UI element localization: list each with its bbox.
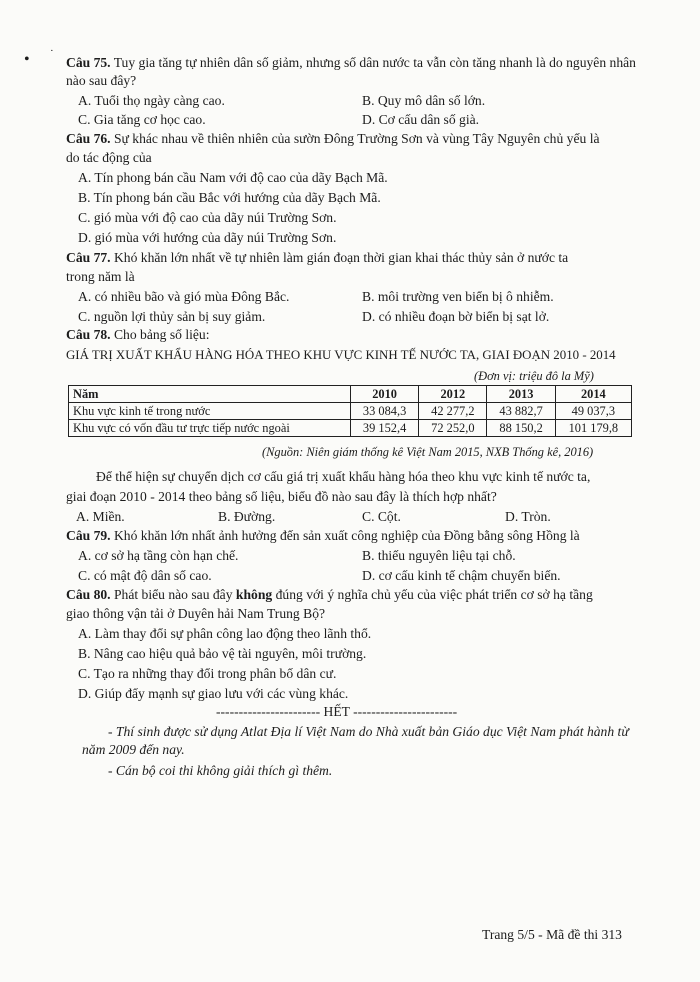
question-76-option-b: B. Tín phong bán cầu Bắc với hướng của dãy Bạch Mã. bbox=[78, 190, 381, 205]
table-header-2014: 2014 bbox=[555, 386, 631, 403]
table-cell: 39 152,4 bbox=[351, 420, 419, 437]
question-77-line1 bbox=[66, 249, 568, 267]
question-80-text-post: đúng với ý nghĩa chủ yếu của việc phát triển cơ sở hạ tầng bbox=[272, 587, 593, 602]
question-77-number: Câu 77. bbox=[66, 250, 111, 265]
question-79-option-a: A. cơ sở hạ tầng còn hạn chế. bbox=[78, 548, 239, 563]
table-header-row bbox=[69, 386, 632, 403]
table-row bbox=[69, 403, 632, 420]
table-cell: 42 277,2 bbox=[419, 403, 487, 420]
question-75-option-a: A. Tuổi thọ ngày càng cao. bbox=[78, 93, 225, 108]
question-78-option-b: B. Đường. bbox=[218, 509, 276, 524]
question-78-line3: Để thể hiện sự chuyển dịch cơ cấu giá trị xuất khẩu hàng hóa theo khu vực kinh tế nước ta, bbox=[96, 469, 591, 484]
scan-dot-mark: • bbox=[24, 51, 30, 68]
table-cell: 88 150,2 bbox=[487, 420, 555, 437]
question-80-option-b: B. Nâng cao hiệu quả bảo vệ tài nguyên, môi trường. bbox=[78, 646, 367, 661]
question-75-option-c: C. Gia tăng cơ học cao. bbox=[78, 112, 206, 127]
table-cell: 49 037,3 bbox=[555, 403, 631, 420]
table-row-label: Khu vực có vốn đầu tư trực tiếp nước ngoài bbox=[69, 420, 351, 437]
question-75-option-b: B. Quy mô dân số lớn. bbox=[362, 93, 486, 108]
table-cell: 101 179,8 bbox=[555, 420, 631, 437]
table-cell: 33 084,3 bbox=[351, 403, 419, 420]
table-source: (Nguồn: Niên giám thống kê Việt Nam 2015, NXB Thống kê, 2016) bbox=[262, 445, 594, 459]
question-79-text: Khó khăn lớn nhất ảnh hưởng đến sản xuất công nghiệp của Đồng bằng sông Hồng là bbox=[110, 528, 580, 543]
question-77-text: Khó khăn lớn nhất về tự nhiên làm gián đoạn thời gian khai thác thủy sản ở nước ta bbox=[110, 250, 569, 265]
question-76-option-c: C. gió mùa với độ cao của dãy núi Trường Sơn. bbox=[78, 210, 337, 225]
end-marker: ----------------------- HẾT ----------------------- bbox=[216, 704, 458, 719]
question-80-option-c: C. Tạo ra những thay đổi trong phân bố dân cư. bbox=[78, 666, 337, 681]
export-value-table bbox=[68, 385, 632, 437]
question-75-line2: nào sau đây? bbox=[66, 73, 137, 88]
question-80-line1 bbox=[66, 586, 593, 604]
page-footer: Trang 5/5 - Mã đề thi 313 bbox=[482, 927, 622, 942]
question-75-number: Câu 75. bbox=[66, 55, 111, 70]
scan-dot-mark-small: · bbox=[50, 45, 54, 57]
note-atlat-line2: năm 2009 đến nay. bbox=[82, 742, 185, 757]
question-78-option-c: C. Cột. bbox=[362, 509, 401, 524]
question-77-option-b: B. môi trường ven biển bị ô nhiễm. bbox=[362, 289, 554, 304]
question-76-line1 bbox=[66, 130, 600, 148]
question-75-line1 bbox=[66, 54, 636, 72]
table-header-2013: 2013 bbox=[487, 386, 555, 403]
table-row bbox=[69, 420, 632, 437]
question-80-text-pre: Phát biểu nào sau đây bbox=[110, 587, 236, 602]
question-79-option-b: B. thiếu nguyên liệu tại chỗ. bbox=[362, 548, 516, 563]
question-75-option-d: D. Cơ cấu dân số già. bbox=[362, 112, 480, 127]
table-header-year-label: Năm bbox=[69, 386, 351, 403]
question-79-number: Câu 79. bbox=[66, 528, 111, 543]
question-78-option-d: D. Tròn. bbox=[505, 509, 551, 524]
question-79-line1 bbox=[66, 527, 580, 545]
question-80-line2: giao thông vận tải ở Duyên hải Nam Trung Bộ? bbox=[66, 606, 326, 621]
table-unit: (Đơn vị: triệu đô la Mỹ) bbox=[474, 369, 594, 383]
table-cell: 43 882,7 bbox=[487, 403, 555, 420]
question-80-number: Câu 80. bbox=[66, 587, 111, 602]
question-77-option-a: A. có nhiều bão và gió mùa Đông Bắc. bbox=[78, 289, 290, 304]
note-proctor: - Cán bộ coi thi không giải thích gì thêm. bbox=[108, 763, 333, 778]
question-79-option-c: C. có mật độ dân số cao. bbox=[78, 568, 212, 583]
question-79-option-d: D. cơ cấu kinh tế chậm chuyển biến. bbox=[362, 568, 561, 583]
question-78-line4: giai đoạn 2010 - 2014 theo bảng số liệu, biểu đồ nào sau đây là thích hợp nhất? bbox=[66, 489, 497, 504]
question-78-number: Câu 78. bbox=[66, 327, 111, 342]
question-76-number: Câu 76. bbox=[66, 131, 111, 146]
table-cell: 72 252,0 bbox=[419, 420, 487, 437]
question-77-line2: trong năm là bbox=[66, 269, 135, 284]
question-80-option-d: D. Giúp đẩy mạnh sự giao lưu với các vùng khác. bbox=[78, 686, 349, 701]
question-77-option-c: C. nguồn lợi thủy sản bị suy giảm. bbox=[78, 309, 266, 324]
question-76-option-a: A. Tín phong bán cầu Nam với độ cao của dãy Bạch Mã. bbox=[78, 170, 388, 185]
question-75-text: Tuy gia tăng tự nhiên dân số giảm, nhưng số dân nước ta vẫn còn tăng nhanh là do nguyên nhân bbox=[110, 55, 636, 70]
question-76-option-d: D. gió mùa với hướng của dãy núi Trường Sơn. bbox=[78, 230, 337, 245]
table-title: GIÁ TRỊ XUẤT KHẨU HÀNG HÓA THEO KHU VỰC KINH TẾ NƯỚC TA, GIAI ĐOẠN 2010 - 2014 bbox=[66, 348, 616, 362]
table-row-label: Khu vực kinh tế trong nước bbox=[69, 403, 351, 420]
question-76-line2: do tác động của bbox=[66, 150, 152, 165]
table-header-2012: 2012 bbox=[419, 386, 487, 403]
table-header-2010: 2010 bbox=[351, 386, 419, 403]
question-76-text: Sự khác nhau về thiên nhiên của sườn Đông Trường Sơn và vùng Tây Nguyên chủ yếu là bbox=[110, 131, 600, 146]
question-78-line1 bbox=[66, 326, 210, 344]
question-80-emphasis: không bbox=[235, 587, 273, 602]
note-atlat-line1: - Thí sinh được sử dụng Atlat Địa lí Việt Nam do Nhà xuất bản Giáo dục Việt Nam phát hành từ bbox=[108, 724, 629, 739]
question-80-option-a: A. Làm thay đổi sự phân công lao động theo lãnh thổ. bbox=[78, 626, 372, 641]
question-77-option-d: D. có nhiều đoạn bờ biển bị sạt lở. bbox=[362, 309, 550, 324]
question-78-option-a: A. Miền. bbox=[76, 509, 125, 524]
question-78-text: Cho bảng số liệu: bbox=[110, 327, 210, 342]
